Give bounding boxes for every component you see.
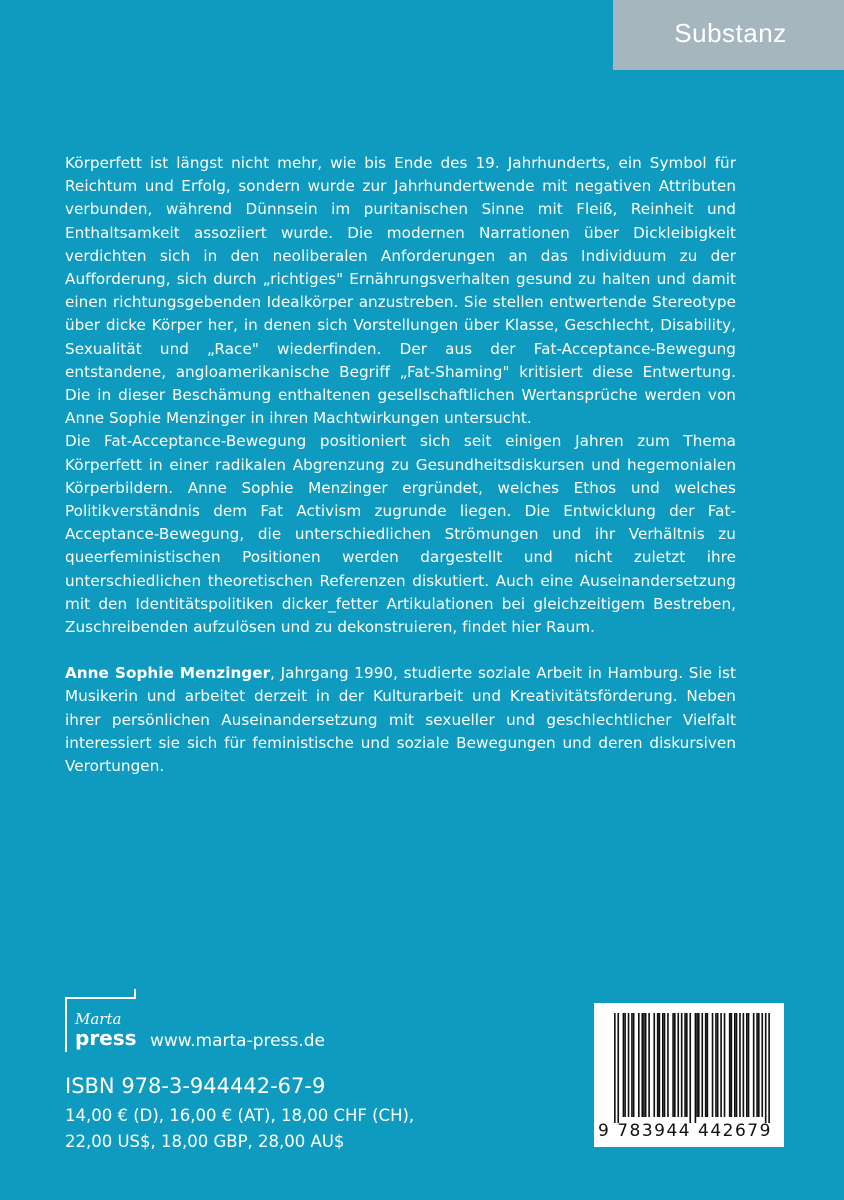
logo-text-bottom: press [75,1026,137,1050]
barcode [594,1003,784,1147]
barcode-bar [684,1013,686,1117]
barcode-bar [628,1013,630,1117]
barcode-bar [643,1013,645,1117]
barcode-bar [631,1013,633,1117]
barcode-bar [743,1013,745,1117]
barcode-bar [729,1013,731,1117]
barcode-bar [617,1013,619,1123]
series-tab [613,0,844,70]
barcode-bars [594,1003,784,1123]
barcode-bar [698,1013,700,1117]
barcode-bar [746,1013,748,1117]
barcode-bar [701,1013,703,1117]
barcode-bar [638,1013,640,1117]
barcode-bar [623,1013,625,1117]
barcode-bar [695,1013,697,1123]
barcode-bar [724,1013,726,1117]
author-name: Anne Sophie Menzinger [65,664,271,683]
barcode-bar [624,1013,626,1117]
barcode-bar [696,1013,698,1117]
barcode-bar [731,1013,733,1117]
barcode-bar [657,1013,659,1117]
blurb-paragraph-1: Körperfett ist längst nicht mehr, wie bis Ende des 19. Jahrhunderts, ein Symbol für Reichtum und Erfolg, sondern wurde zur Jahrhundertwende mit negativen Attributen verbunden, während Dünnsein im puritanischen Sinne mit Fleiß, Reinheit und Enthaltsamkeit assoziiert wurde. Die modernen Narrationen über Dickleibigkeit verdichten sich in den neoliberalen Anforderungen an das Individuum zu der Aufforderung, sich durch „richtiges" Ernährungsverhalten gesund zu halten und damit einen richtungsgebenden Idealkörper anzustreben. Sie stellen entwertende Stereotype über dicke Körper her, in denen sich Vorstellungen über Klasse, Geschlecht, Disability, Sexualität und „Race" wiederfinden. Der aus der Fat-Acceptance-Bewegung entstandene, angloamerikanische Begriff „Fat-Shaming" kritisiert diese Entwertung. Die in dieser Beschämung enthaltenen gesellschaftlichen Wertansprüche werden von Anne Sophie Menzinger in ihren Machtwirkungen untersucht. [65,154,736,428]
barcode-bar [662,1013,664,1117]
barcode-bar [720,1013,722,1117]
barcode-bar [717,1013,719,1117]
publisher-website[interactable]: www.marta-press.de [150,1031,325,1051]
barcode-bar [633,1013,635,1117]
barcode-bar [645,1013,647,1117]
barcode-bar [707,1013,709,1117]
barcode-bar [641,1013,643,1117]
barcode-bar [677,1013,679,1117]
barcode-bar [765,1013,767,1123]
barcode-bar [756,1013,758,1117]
barcode-bar [648,1013,650,1117]
isbn: ISBN 978-3-944442-67-9 [65,1074,326,1098]
barcode-bar [667,1013,669,1117]
barcode-bar [761,1013,763,1117]
barcode-bar [653,1013,655,1117]
barcode-bar [736,1013,738,1117]
series-label: Substanz [674,17,787,48]
price-line-2: 22,00 US$, 18,00 GBP, 28,00 AU$ [65,1132,345,1151]
author-bio-text: , Jahrgang 1990, studierte soziale Arbeit in Hamburg. Sie ist Musikerin und arbeitet derzeit in der Kulturarbeit und Kreativitätsförderung. Neben ihrer persönlichen Auseinandersetzung mit sexueller und geschlechtlicher Vielfalt interessiert sie sich für feministische und soziale Bewegungen und deren diskursiven Verortungen. [65,664,736,776]
barcode-bar [664,1013,666,1117]
barcode-bar [659,1013,661,1117]
barcode-bar [758,1013,760,1117]
barcode-bar [672,1013,674,1117]
logo-text-top: Marta [75,1010,122,1028]
publisher-logo [65,988,143,1054]
blurb-paragraph-2: Die Fat-Acceptance-Bewegung positioniert sich seit einigen Jahren zum Thema Körperfett in einer radikalen Abgrenzung zu Gesundheitsdiskursen und hegemonialen Körperbildern. Anne Sophie Menzinger ergründet, welches Ethos und welches Politikverständnis dem Fat Activism zugrunde liegen. Die Entwicklung der Fat-Acceptance-Bewegung, die unterschiedlichen Strömungen und ihr Verhältnis zu queerfeministischen Positionen werden dargestellt und nicht zuletzt ihre unterschiedlichen theoretischen Referenzen diskutiert. Auch eine Auseinandersetzung mit den Identitätspolitiken dicker_fetter Artikulationen bei gleichzeitigem Bestreben, Zuschreibenden aufzulösen und zu dekonstruieren, findet hier Raum. [65,432,736,637]
barcode-bar [739,1013,741,1117]
barcode-bar [681,1013,683,1117]
barcode-bar [768,1013,770,1123]
barcode-bar [705,1013,707,1117]
barcode-bar [674,1013,676,1117]
barcode-bar [734,1013,736,1117]
barcode-bar [689,1013,691,1123]
barcode-bar [753,1013,755,1117]
barcode-bar [748,1013,750,1117]
barcode-bar [712,1013,714,1117]
author-bio [65,662,736,778]
price-line-1: 14,00 € (D), 16,00 € (AT), 18,00 CHF (CH), [65,1106,415,1125]
barcode-bar [686,1013,688,1117]
barcode-bar [614,1013,616,1123]
barcode-number: 9 783944 442679 [598,1121,772,1141]
back-cover-blurb [65,152,736,778]
barcode-bar [715,1013,717,1117]
